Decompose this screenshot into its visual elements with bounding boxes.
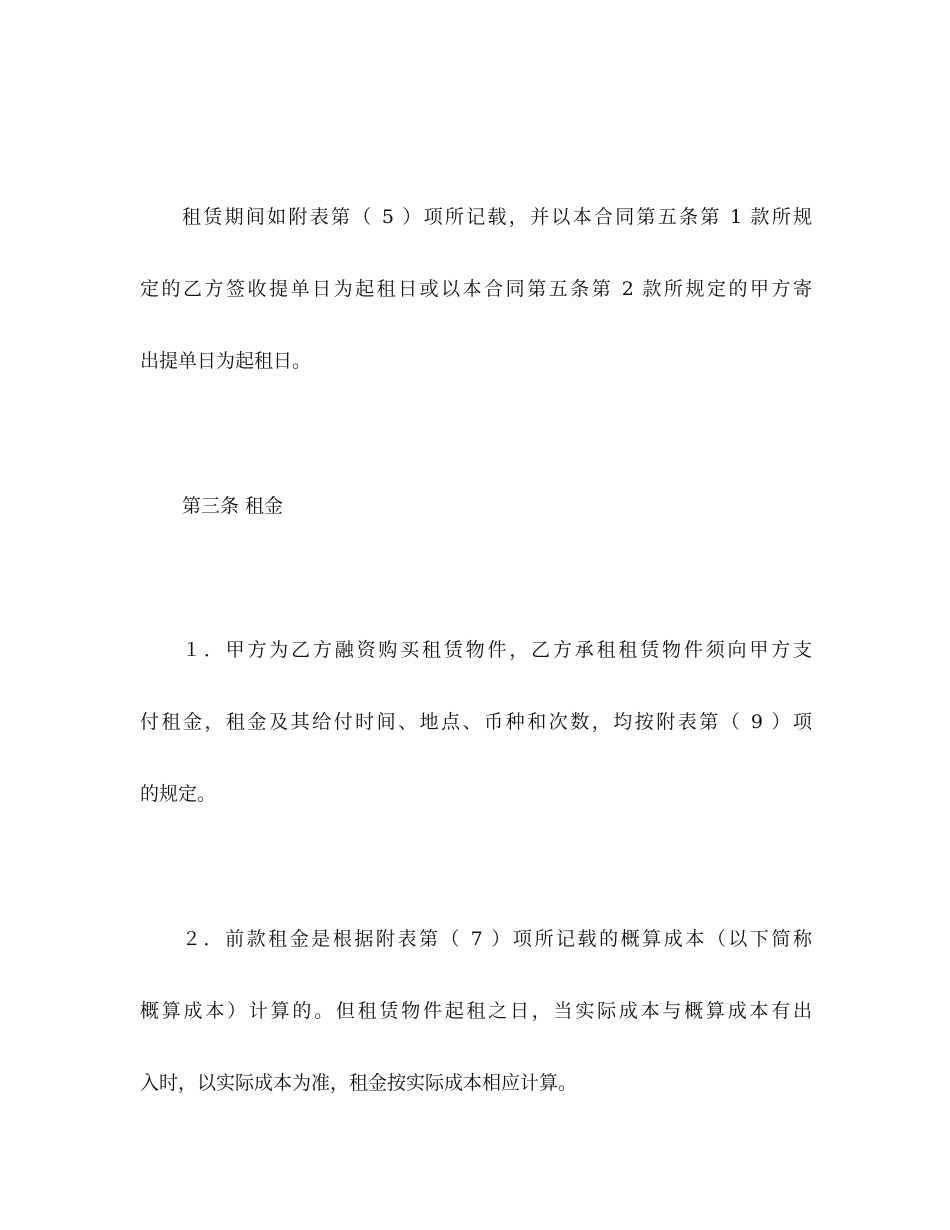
- paragraph-2-line-1: １．甲方为乙方融资购买租赁物件，乙方承租租赁物件须向甲方支: [182, 639, 812, 661]
- paragraph-1-line-1: 租赁期间如附表第（ 5 ）项所记载，并以本合同第五条第 1 款所规: [182, 206, 812, 228]
- paragraph-3-line-2: 概算成本）计算的。但租赁物件起租之日，当实际成本与概算成本有出: [140, 1000, 812, 1022]
- paragraph-2-line-2: 付租金，租金及其给付时间、地点、币种和次数，均按附表第（ 9 ）项: [140, 711, 812, 733]
- paragraph-1-line-2: 定的乙方签收提单日为起租日或以本合同第五条第 2 款所规定的甲方寄: [140, 278, 812, 300]
- section-title: 第三条 租金: [182, 495, 284, 517]
- paragraph-1-line-3: 出提单日为起租日。: [140, 350, 312, 372]
- paragraph-3-line-3: 入时，以实际成本为准，租金按实际成本相应计算。: [140, 1072, 578, 1094]
- paragraph-2-line-3: 的规定。: [140, 783, 217, 805]
- paragraph-3-line-1: ２．前款租金是根据附表第（ 7 ）项所记载的概算成本（以下简称: [182, 928, 812, 950]
